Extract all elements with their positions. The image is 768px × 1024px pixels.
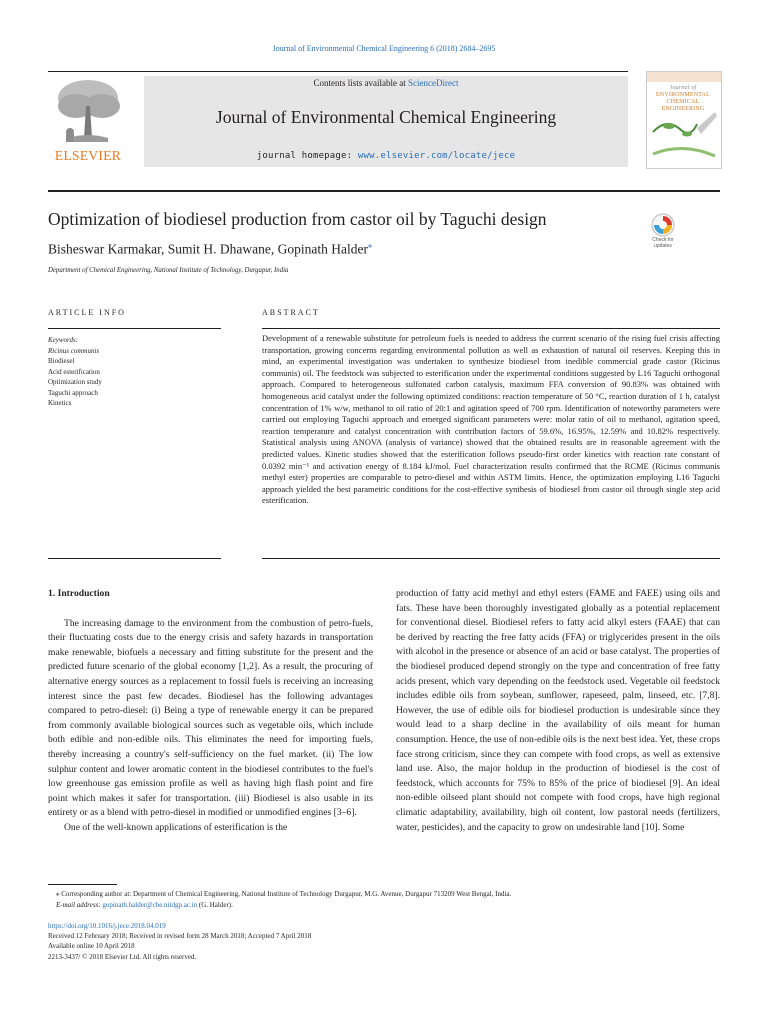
keywords-label: Keywords: [48,336,79,344]
check-for-updates-icon [648,212,678,238]
homepage-link[interactable]: www.elsevier.com/locate/jece [357,151,516,161]
body-paragraph: One of the well-known applications of esterification is the [64,821,288,833]
abstract-rule [262,328,720,329]
body-paragraph: production of fatty acid methyl and ethyl esters (FAME and FAEE) using oils and fats. These have been thoroughly investigated globally as a potential replacement for conventional diesel. Biodiesel refers to fatty acid alkyl esters (FAAE) that can be derived by reacting the free fatty acids (FFA) or triglycerides present in the oils with alcohol in the presence or absence of an acid or base catalyst. The properties of the biodiesel produced depend strongly on the type and concentration of free fatty acids present, which vary depending on the feedstock used. Vegetable oil feedstock includes edible oils from soybean, sunflower, rapeseed, palm, linseed, etc. [7,8]. However, the use of edible oils for biodiesel production is undesirable since they would lead to a sharp decline in the availability of oils meant for human consumption. Hence, the use of non-edible oils is the next best idea. Yet, these crops face strong criticism, since they can compete with food crops, as well as extensive land use. Also, the major holdup in the production of biodiesel is the cost of feedstock, which accounts for 75% to 85% of the price of biodiesel [9]. An ideal non-edible oilseed plant should not compete with food crops, have high regional climatic adaptability, availability, high oil content, low pastoral needs (fertilizers, water, pesticides), and the capacity to grow on undesirable land [10]. Some [396,588,720,833]
available-online: Available online 10 April 2018 [48,942,135,951]
corresponding-author-note: ⁎ Corresponding author at: Department of Chemical Engineering, National Institute of Technology Durgapur, M.G. Avenue, Durgapur 713209 West Bengal, India. [56,890,512,898]
badge-line-1: Check for [652,237,674,243]
elsevier-wordmark: ELSEVIER [54,148,122,163]
article-info-bottom-rule [48,558,221,559]
abstract-bottom-rule [262,558,720,559]
keywords-block [48,335,220,409]
doi-link[interactable]: https://doi.org/10.1016/j.jece.2018.04.019 [48,922,166,930]
body-paragraph: The increasing damage to the environment from the combustion of petro-fuels, their fluctuating costs due to the energy crisis and safety hazards in transportation make renewable, biofuels a necessary and fitting substitute for the present and the predicted future scenario of the global economy [1,2]. As a result, the procuring of alternative energy sources as a replacement to fossil fuels is receiving an increasing interest since the past few decades. Biodiesel has the following advantages compared to petro-diesel: (i) Being a type of renewable energy it can be prepared from commonly available biological sources such as vegetable oils, which include both edible and non-edible oils. This eliminates the need for importing fuels, thereby increasing a country's self-sufficiency on the fuel market. (ii) The low sulphur content and lower aromatic content in the biodiesel contributes to the fuel's low greenhouse gas emission profile as well as having high flash point and fire point which makes it safer for transportation. (iii) Biodiesel is also usable in its entirety or as a blend with petro-diesel in modified or unmodified engines [3–6]. [48,617,373,819]
journal-homepage-line [144,151,628,161]
check-for-updates-badge[interactable] [648,212,678,252]
email-suffix: (G. Halder). [197,900,233,909]
author-list [48,241,372,258]
abstract-heading: ABSTRACT [262,308,320,317]
email-label: E-mail address: [56,900,103,909]
abstract-text: Development of a renewable substitute for petroleum fuels is needed to address the current scenario of the rising fuel crisis affecting transportation, growing concerns regarding environmental pollution as well as exhaustion of natural oil reserves. Keeping this in mind, an experimental investigation was undertaken to synthesize biodiesel from inedible commercial grade castor (Ricinus communis) oil. The feedstock was subjected to esterification under the experimental conditions suggested by L16 Taguchi orthogonal approach. Compared to heterogeneous sulfonated carbon catalysis, maximum FFA conversion of 90.83% was obtained with homogeneous acid catalyst under the following optimized conditions: reaction temperature of 50 °C, reaction duration of 1 h, catalyst concentration of 1% w/w, methanol to oil ratio of 20:1 and agitation speed of 700 rpm. Identification of noteworthy parameters were carried out employing Taguchi approach and emerged significant parameters were: molar ratio of oil to methanol, agitation speed, reaction temperature and catalyst concentration with contribution factors of 59.6%, 16.95%, 12.59% and 10.82% respectively. Statistical analysis using ANOVA (analysis of variance) showed that the obtained results are in reasonable agreement with the predicted values. Kinetic studies showed that the esterification follows pseudo-first order kinetics with reaction rate constant of 0.0392 min⁻¹ and activation energy of 8.184 kJ/mol. Fuel characterization results confirmed that the RCME (Ricinus communis methyl ester) properties are comparable to petro-diesel and within ASTM limits. Hence, the optimization employing L16 Taguchi approach yielded the best parametric conditions for the cost-effective synthesis of biodiesel from castor oil through single step acid esterification. [262,333,720,506]
article-info-rule [48,328,221,329]
footnote-rule [48,884,117,885]
header-divider-top [48,71,628,72]
journal-reference-link[interactable]: Journal of Environmental Chemical Engineering 6 (2018) 2684–2695 [272,44,496,53]
contents-prefix: Contents lists available at [313,78,408,88]
article-title: Optimization of biodiesel production from castor oil by Taguchi design [48,209,547,229]
footnotes [48,889,720,910]
journal-title: Journal of Environmental Chemical Engineering [215,107,557,127]
section-heading-introduction: 1. Introduction [48,588,110,599]
authors-names: Bisheswar Karmakar, Sumit H. Dhawane, Gopinath Halder [48,241,368,257]
homepage-prefix: journal homepage: [256,151,358,161]
received-dates: Received 12 February 2018; Received in revised form 28 March 2018; Accepted 7 April 2018 [48,932,312,941]
keyword-item: Ricinus communis [48,346,100,355]
keyword-item: Optimization study [48,378,102,386]
email-link[interactable]: gopinath.halder@che.nitdgp.ac.in [102,900,198,909]
body-column-right [396,587,720,835]
keyword-item: Taguchi approach [48,388,98,397]
contents-line [144,78,628,88]
email-line [48,900,720,911]
keyword-item: Kinetics [48,399,72,407]
body-column-left [48,587,373,836]
sciencedirect-link[interactable]: ScienceDirect [408,78,459,88]
keyword-item: Acid esterification [48,367,100,376]
keyword-item: Biodiesel [48,357,75,365]
header-divider-bottom [48,190,720,192]
author-affiliation: Department of Chemical Engineering, National Institute of Technology, Durgapur, India [48,267,289,274]
badge-line-2: updates [654,242,672,249]
cover-title-text: Journal of ENVIRONMENTAL CHEMICAL ENGINEERING [655,85,711,112]
copyright-line: 2213-3437/ © 2018 Elsevier Ltd. All rights reserved. [48,952,197,961]
corresponding-author-mark[interactable]: ⁎ [368,241,372,250]
publication-info [48,921,720,962]
article-info-heading: ARTICLE INFO [48,308,126,317]
